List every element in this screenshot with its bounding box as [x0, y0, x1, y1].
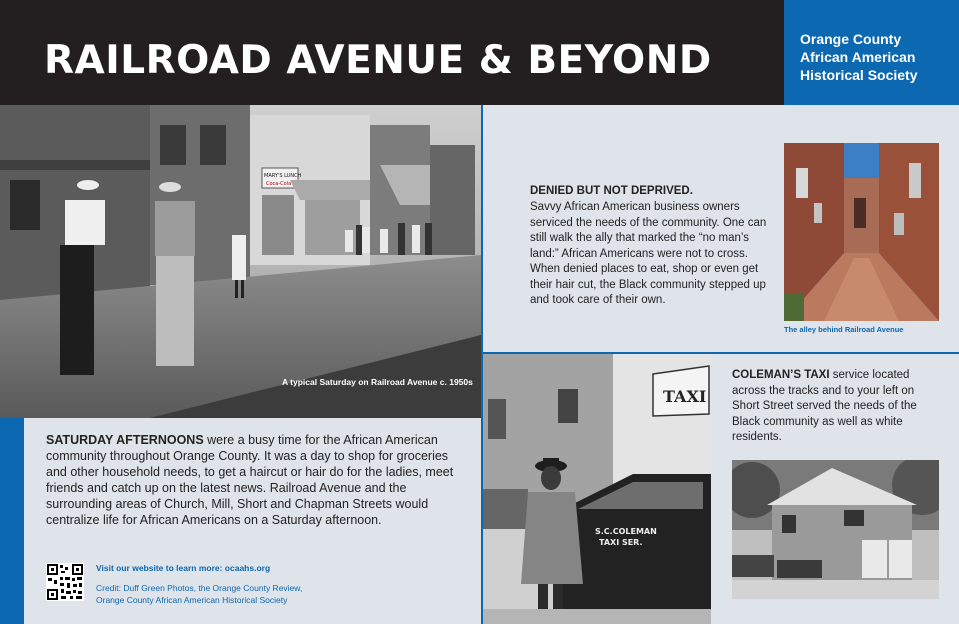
photo-credit-line-2: Orange County African American Historical Society: [96, 595, 288, 605]
railroad-avenue-photo: [0, 105, 481, 418]
qr-code[interactable]: [46, 563, 84, 601]
blue-accent-bar: [0, 418, 24, 624]
denied-paragraph: Savvy African American business owners serviced the needs of the community. One can still walk the ally that marked the “no man’s land:” African Americans were not to cross. When denied places to eat, shop or even get their hair cut, the Black community stepped up and took care of their own.: [530, 201, 767, 306]
photo-credit-line-1: Credit: Duff Green Photos, the Orange County Review,: [96, 583, 303, 593]
saturday-paragraph: [46, 432, 456, 528]
coleman-taxi-photo: [483, 354, 711, 624]
org-name-line-1: Orange County: [800, 31, 902, 47]
taxi-sign-text: TAXI: [663, 387, 707, 406]
org-name-box: [784, 0, 959, 105]
denied-heading: DENIED BUT NOT DEPRIVED.: [530, 185, 693, 197]
coleman-text: service located across the tracks and to your left on Short Street served the needs of the Black community as well as white residents.: [732, 369, 917, 443]
short-street-building-photo: [732, 460, 939, 599]
sign-coca-cola: Coca-Cola: [266, 181, 292, 187]
sign-marys-lunch: MARY'S LUNCH: [264, 173, 302, 179]
org-name-line-3: Historical Society: [800, 67, 918, 83]
org-name-line-2: African American: [800, 49, 916, 65]
saturday-text: were a busy time for the African American community throughout Orange County. It was a day to shop for groceries and other household needs, to get a haircut or hair do for the ladies, meet friends and catch up on the latest news. Railroad Avenue and the surrounding areas of Church, Mill, Short and Chapman Streets would centralize life for African Americans on a Saturday afternoon.: [46, 433, 454, 527]
taxi-door-line-2: TAXI SER.: [599, 538, 643, 547]
header-banner: [0, 0, 959, 105]
alley-photo-caption: The alley behind Railroad Avenue: [784, 325, 904, 334]
saturday-lead: SATURDAY AFTERNOONS: [46, 433, 204, 447]
page-title: RAILROAD AVENUE & BEYOND: [44, 38, 712, 83]
main-photo-caption: A typical Saturday on Railroad Avenue c. 1950s: [282, 377, 473, 387]
alley-photo: [784, 143, 939, 321]
coleman-paragraph: [732, 368, 942, 446]
website-link[interactable]: Visit our website to learn more: ocaahs.org: [96, 563, 271, 573]
coleman-lead: COLEMAN’S TAXI: [732, 369, 830, 381]
taxi-door-line-1: S.C.COLEMAN: [595, 527, 657, 536]
